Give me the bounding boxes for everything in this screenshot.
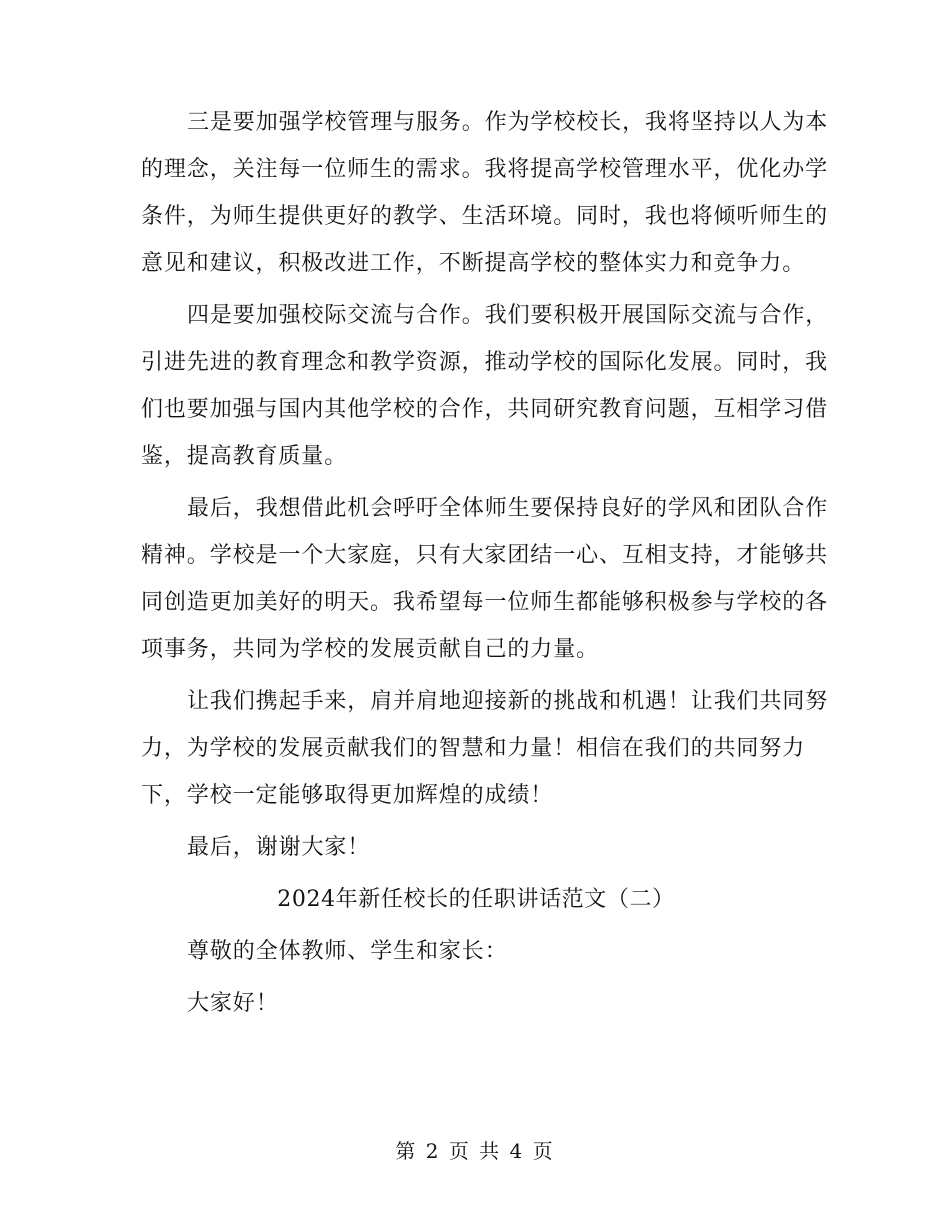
text-line: 条件，为师生提供更好的教学、生活环境。同时，我也将倾听师生的 bbox=[141, 204, 829, 229]
text-line: 引进先进的教育理念和教学资源，推动学校的国际化发展。同时，我 bbox=[141, 350, 829, 375]
text-line: 们也要加强与国内其他学校的合作，共同研究教育问题，互相学习借 bbox=[141, 397, 829, 422]
text-line: 下，学校一定能够取得更加辉煌的成绩！ bbox=[141, 783, 554, 808]
closing-thanks: 最后，谢谢大家！ bbox=[187, 835, 371, 860]
paragraph-school-management bbox=[141, 99, 829, 287]
text-line: 同创造更加美好的明天。我希望每一位师生都能够积极参与学校的各 bbox=[141, 590, 829, 615]
text-line: 意见和建议，积极改进工作，不断提高学校的整体实力和竞争力。 bbox=[141, 251, 806, 276]
text-line: 精神。学校是一个大家庭，只有大家团结一心、互相支持，才能够共 bbox=[141, 543, 829, 568]
text-line: 四是要加强校际交流与合作。我们要积极开展国际交流与合作， bbox=[187, 303, 829, 328]
text-line: 的理念，关注每一位师生的需求。我将提高学校管理水平，优化办学 bbox=[141, 157, 829, 182]
text-line: 让我们携起手来，肩并肩地迎接新的挑战和机遇！让我们共同努 bbox=[187, 689, 829, 714]
paragraph-exchange-cooperation bbox=[141, 292, 829, 480]
salutation: 尊敬的全体教师、学生和家长： bbox=[187, 939, 508, 964]
greeting: 大家好！ bbox=[187, 991, 279, 1016]
section-title: 2024年新任校长的任职讲话范文（二） bbox=[277, 887, 675, 912]
text-line: 最后，我想借此机会呼吁全体师生要保持良好的学风和团队合作 bbox=[187, 496, 829, 521]
paragraph-appeal bbox=[141, 485, 829, 673]
page-number-footer: 第 2 页 共 4 页 bbox=[395, 1139, 555, 1163]
text-line: 三是要加强学校管理与服务。作为学校校长，我将坚持以人为本 bbox=[187, 110, 829, 135]
text-line: 鉴，提高教育质量。 bbox=[141, 444, 348, 469]
document-body bbox=[141, 99, 829, 1032]
text-line: 项事务，共同为学校的发展贡献自己的力量。 bbox=[141, 637, 600, 662]
text-line: 力，为学校的发展贡献我们的智慧和力量！相信在我们的共同努力 bbox=[141, 736, 806, 761]
paragraph-hand-in-hand bbox=[141, 678, 829, 819]
